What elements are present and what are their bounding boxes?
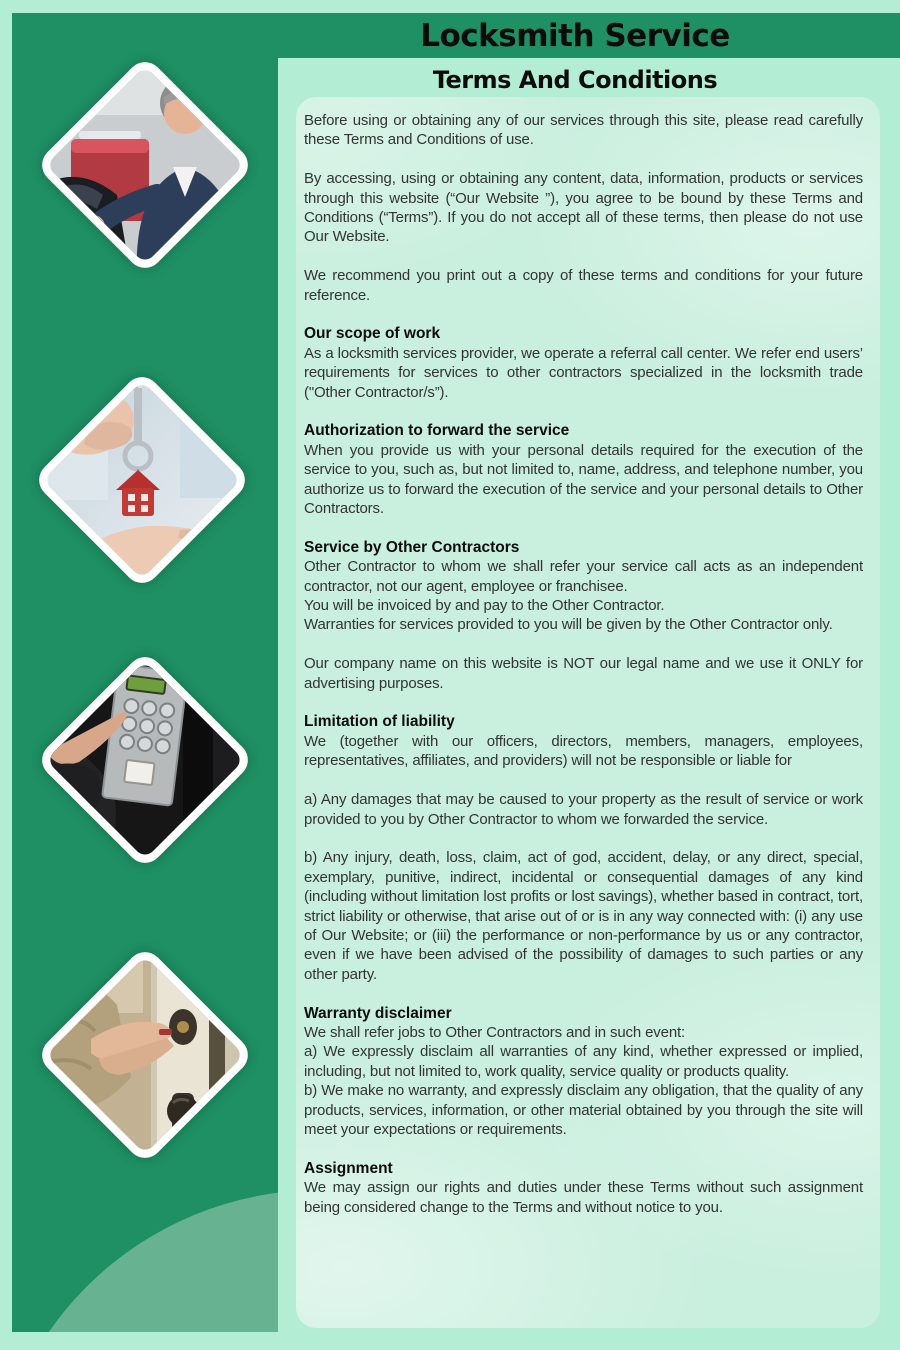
- section-heading: Service by Other Contractors: [304, 538, 520, 556]
- paragraph: When you provide us with your personal details required for the execution of the service to you, such as, but not limited to, name, address, and telephone number, you authorize us to forward the execution of the service and your personal details to Other Contractors.: [304, 441, 863, 518]
- terms-panel: [296, 97, 880, 1328]
- section-heading: Our scope of work: [304, 325, 441, 343]
- paragraph-group: [304, 266, 863, 305]
- section-body: [304, 654, 863, 693]
- section-body: [304, 441, 863, 519]
- paragraph-group: [304, 111, 863, 150]
- paragraph: Other Contractor to whom we shall refer your service call acts as an independent contractor, not our agent, employee or franchisee.: [304, 558, 863, 595]
- paragraph-group: [304, 732, 863, 771]
- section-heading: Assignment: [304, 1159, 393, 1177]
- paragraph-group: [304, 654, 863, 693]
- paragraph-group: [304, 169, 863, 247]
- paragraph-group: [304, 557, 863, 635]
- paragraph: As a locksmith services provider, we operate a referral call center. We refer end users’ requirements for services to other contractors specialized in the locksmith trade ("Other Contractor/s”).: [304, 344, 863, 401]
- paragraph: a) Any damages that may be caused to your property as the result of service or work provided to you by Other Contractor to whom we forwarded the service.: [304, 791, 863, 828]
- page-subtitle: Terms And Conditions: [432, 66, 718, 94]
- terms-section: [304, 324, 863, 402]
- section-heading: Limitation of liability: [304, 713, 455, 731]
- terms-section: [304, 654, 863, 693]
- section-heading: Warranty disclaimer: [304, 1004, 452, 1022]
- section-body: [304, 1023, 863, 1139]
- section-body: [304, 732, 863, 984]
- section-body: [304, 1178, 863, 1217]
- paragraph: By accessing, using or obtaining any content, data, information, products or services through this website (“Our Website ”), you agree to be bound by these Terms and Conditions (“Terms”). If you do not accept all of these terms, then please do not use Our Website.: [304, 170, 863, 246]
- terms-sections: [304, 111, 863, 1217]
- terms-section: [304, 712, 863, 984]
- section-body: [304, 111, 863, 305]
- paragraph: a) We expressly disclaim all warranties of any kind, whether expressed or implied, including, but not limited to, work quality, service quality or products quality.: [304, 1043, 863, 1080]
- terms-section: [304, 421, 863, 518]
- paragraph-group: [304, 1023, 863, 1139]
- section-heading: Authorization to forward the service: [304, 422, 570, 440]
- paragraph-group: [304, 1178, 863, 1217]
- terms-section: [304, 538, 863, 635]
- decorative-blob: [12, 1190, 278, 1332]
- page-title: Locksmith Service: [420, 17, 730, 54]
- paragraph: b) We make no warranty, and expressly disclaim any obligation, that the quality of any products, services, information, or other material obtained by you through the site will meet your expectations or requirements.: [304, 1082, 863, 1138]
- terms-section: [304, 111, 863, 305]
- paragraph-group: [304, 344, 863, 402]
- paragraph: b) Any injury, death, loss, claim, act of god, accident, delay, or any direct, special, exemplary, punitive, indirect, incidental or consequential damages of any kind (including without limitation lost profits or lost savings), whether based in contract, tort, strict liability or otherwise, that arise out of or is in any way connected with: (i) any use of Our Website; or (iii) the performance or non-performance by us or any contractor, even if we have been advised of the possibility of damages to such parties or any other party.: [304, 849, 863, 983]
- paragraph: We may assign our rights and duties under these Terms without such assignment being considered change to the Terms and without notice to you.: [304, 1179, 863, 1216]
- section-body: [304, 557, 863, 635]
- paragraph: We recommend you print out a copy of these terms and conditions for your future reference.: [304, 267, 863, 304]
- paragraph-group: [304, 441, 863, 519]
- paragraph: Warranties for services provided to you will be given by the Other Contractor only.: [304, 616, 833, 634]
- header: [250, 13, 900, 58]
- paragraph: We (together with our officers, directors, members, managers, employees, representatives, affiliates, and providers) will not be responsible or liable for: [304, 732, 863, 770]
- subheader: [250, 62, 900, 98]
- paragraph: Before using or obtaining any of our services through this site, please read carefully these Terms and Conditions of use.: [304, 112, 863, 149]
- paragraph-group: [304, 848, 863, 984]
- terms-section: [304, 1159, 863, 1217]
- paragraph-group: [304, 790, 863, 829]
- terms-section: [304, 1004, 863, 1140]
- paragraph: You will be invoiced by and pay to the Other Contractor.: [304, 597, 665, 615]
- section-body: [304, 344, 863, 402]
- paragraph: Our company name on this website is NOT our legal name and we use it ONLY for advertising purposes.: [304, 655, 863, 692]
- paragraph: We shall refer jobs to Other Contractors and in such event:: [304, 1023, 686, 1041]
